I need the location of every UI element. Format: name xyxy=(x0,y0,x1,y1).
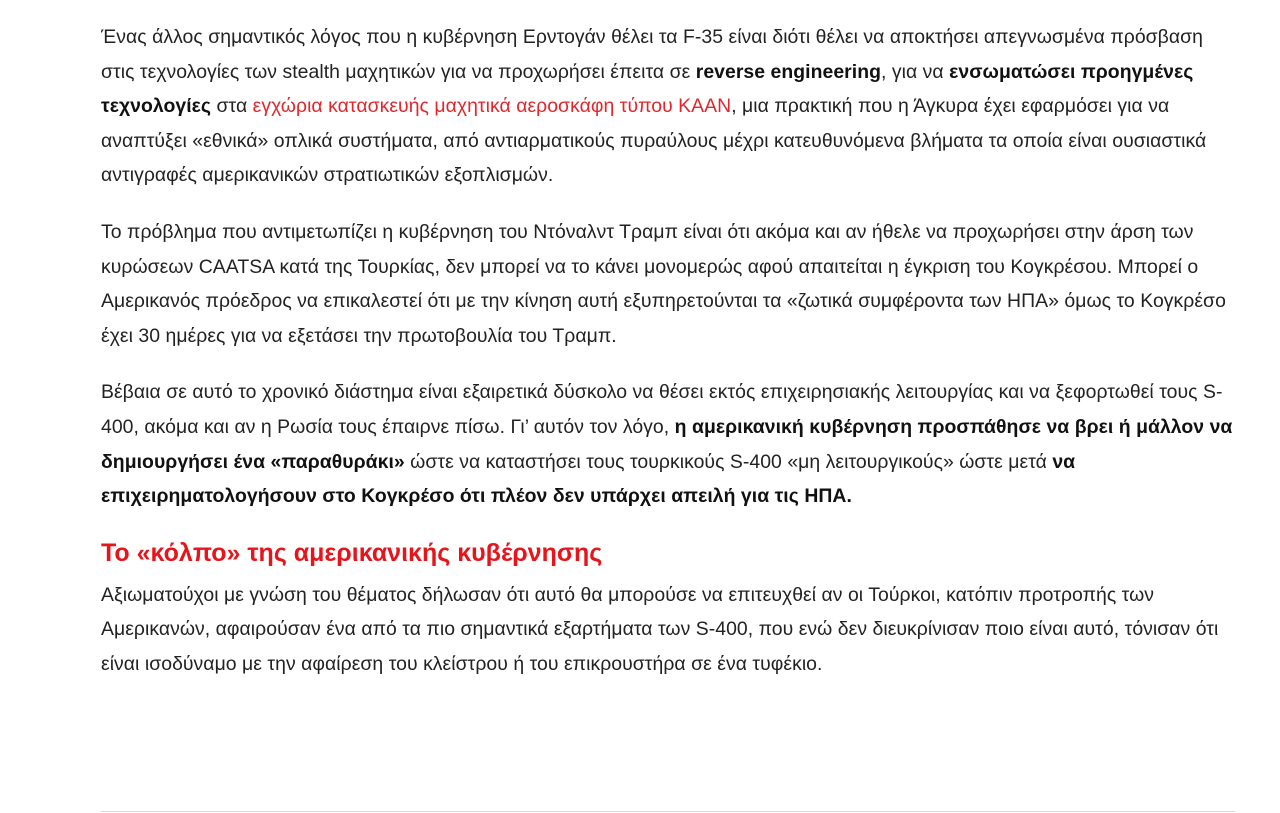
paragraph-text: , μια πρακτική που η Άγκυρα έχει εφαρμόσει για να αναπτύξει «εθνικά» οπλικά συστήματα, από αντιαρματικούς πυραύλους μέχρι κατευθυνόμενα βλήματα τα οποία είναι ουσιαστικά αντιγραφές αμερικανικών στρατιωτικών εξοπλισμών. xyxy=(101,95,1207,187)
article-divider xyxy=(101,811,1235,812)
paragraph-text: , για να xyxy=(880,60,950,83)
paragraph-f35-reasons xyxy=(101,20,1236,193)
bold-reverse-engineering: reverse engineering xyxy=(695,60,881,83)
bold-advanced-technologies: ενσωματώσει προηγμένες τεχνολογίες xyxy=(101,60,1194,118)
link-kaan-fighter[interactable]: εγχώρια κατασκευής μαχητικά αεροσκάφη τύπου KAAN xyxy=(252,95,732,118)
bold-congress-argument: να επιχειρηματολογήσουν στο Κογκρέσο ότι πλέον δεν υπάρχει απειλή για τις ΗΠΑ. xyxy=(101,450,1076,508)
paragraph-text: στα xyxy=(211,95,253,118)
paragraph-text: ώστε να καταστήσει τους τουρκικούς S-400 «μη λειτουργικούς» ώστε μετά xyxy=(404,450,1053,473)
section-heading: Το «κόλπο» της αμερικανικής κυβέρνησης xyxy=(101,538,603,567)
paragraph-officials: Αξιωματούχοι με γνώση του θέματος δήλωσαν ότι αυτό θα μπορούσε να επιτευχθεί αν οι Τούρκοι, κατόπιν προτροπής των Αμερικανών, αφαιρούσαν ένα από τα πιο σημαντικά εξαρτήματα των S-400, που ενώ δεν διευκρίνισαν ποιο είναι αυτό, τόνισαν ότι είναι ισοδύναμο με την αφαίρεση του κλείστρου ή του επικρουστήρα σε ένα τυφέκιο. xyxy=(101,583,1219,675)
paragraph-text: Ένας άλλος σημαντικός λόγος που η κυβέρνηση Ερντογάν θέλει τα F-35 είναι διότι θέλει να αποκτήσει απεγνωσμένα πρόσβαση στις τεχνολογίες των stealth μαχητικών για να προχωρήσει έπειτα σε xyxy=(101,26,1203,83)
paragraph-loophole xyxy=(101,375,1236,513)
paragraph-text: Βέβαια σε αυτό το χρονικό διάστημα είναι εξαιρετικά δύσκολο να θέσει εκτός επιχειρησιακής λειτουργίας και να ξεφορτωθεί τους S-400, ακόμα και αν η Ρωσία τους έπαιρνε πίσω. Γι’ αυτόν τον λόγο, xyxy=(101,381,1223,438)
bold-us-government-loophole: η αμερικανική κυβέρνηση προσπάθησε να βρει ή μάλλον να δημιουργήσει ένα «παραθυράκι» xyxy=(101,415,1233,473)
paragraph-caatsa-problem: Το πρόβλημα που αντιμετωπίζει η κυβέρνηση του Ντόναλντ Τραμπ είναι ότι ακόμα και αν ήθελε να προχωρήσει στην άρση των κυρώσεων CAATSA κατά της Τουρκίας, δεν μπορεί να το κάνει μονομερώς αφού απαιτείται η έγκριση του Κογκρέσου. Μπορεί ο Αμερικανός πρόεδρος να επικαλεστεί ότι με την κίνηση αυτή εξυπηρετούνται τα «ζωτικά συμφέροντα των ΗΠΑ» όμως το Κογκρέσο έχει 30 ημέρες για να εξετάσει την πρωτοβουλία του Τραμπ. xyxy=(101,220,1226,347)
article-body xyxy=(101,20,1236,704)
